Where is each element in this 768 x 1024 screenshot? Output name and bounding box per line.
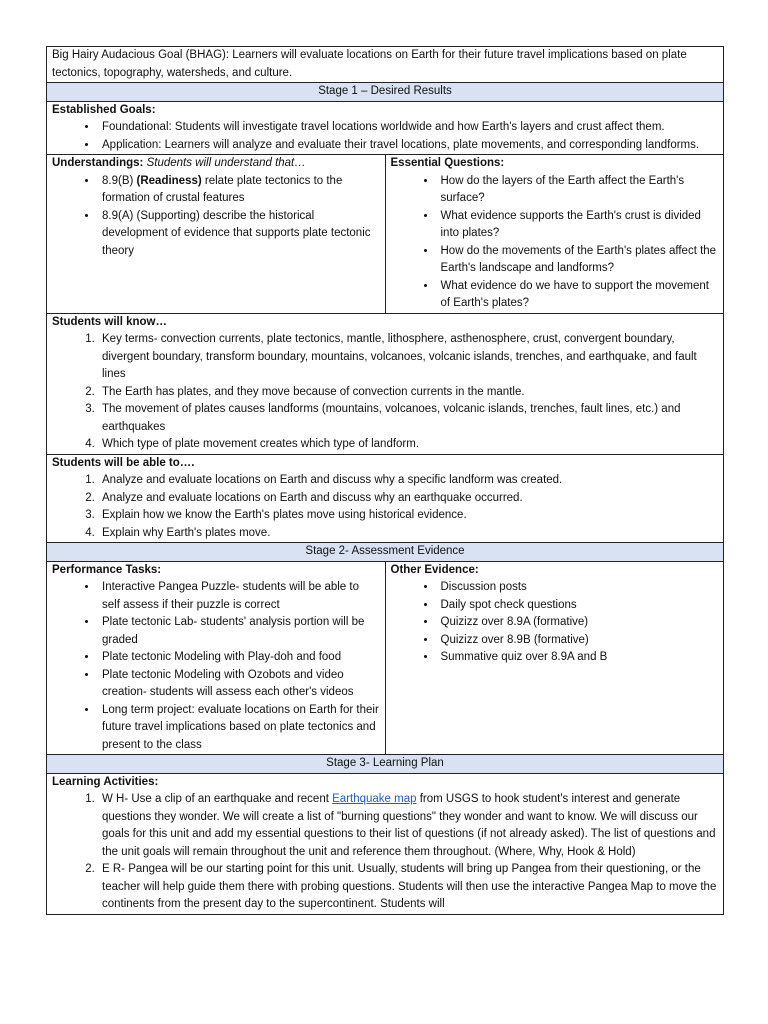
understandings-cell (47, 155, 386, 314)
performance-heading: Performance Tasks: (52, 563, 162, 576)
established-goals-cell (47, 101, 724, 155)
goal-text: Learners will analyze and evaluate their travel locations, plate movements, and corresponding landforms. (161, 138, 700, 151)
able-heading: Students will be able to…. (52, 456, 195, 469)
standard-text: (Supporting) describe the historical development of evidence that supports plate tectonic theory (102, 209, 371, 257)
earthquake-map-link[interactable]: Earthquake map (332, 793, 417, 805)
stage2-header: Stage 2- Assessment Evidence (47, 543, 724, 562)
essential-questions-cell (385, 155, 724, 314)
list-item: 1. Key terms- convection currents, plate tectonics, mantle, lithosphere, asthenosphere, crust, convergent boundary, divergent boundary, transform boundary, mountains, volcanoes, volcanic islands, trenches, and earthquake, and fault lines (98, 331, 718, 384)
list-item: • Daily spot check questions (437, 597, 719, 615)
list-item: 2. The Earth has plates, and they move because of convection currents in the mantle. (98, 384, 718, 402)
list-item: • Plate tectonic Modeling with Play-doh and food (98, 649, 380, 667)
list-item: 3. The movement of plates causes landforms (mountains, volcanoes, volcanic islands, trenches, fault lines, etc.) and earthquakes (98, 401, 718, 436)
performance-tasks-cell (47, 561, 386, 755)
goal-text: Students will investigate travel locations worldwide and how Earth's layers and crust affect them. (171, 121, 665, 133)
list-item: 2. E R- Pangea will be our starting point for this unit. Usually, students will bring up Pangea from their questioning, or the teacher will help guide them there with probing questions. Students will then use the interactive Pangea Map to move the continents from the present day to the supercontinent. Students will (98, 861, 718, 914)
understandings-heading-line (52, 155, 380, 173)
list-item: • Plate tectonic Modeling with Ozobots and video creation- students will assess each other's videos (98, 667, 380, 702)
students-able-cell (47, 454, 724, 543)
list-item (98, 208, 380, 261)
list-item (98, 137, 718, 155)
bhag-cell (47, 47, 724, 83)
lesson-plan-table (46, 46, 724, 915)
goal-label: Application: (102, 138, 162, 151)
lesson-plan-document (46, 46, 724, 915)
list-item (98, 791, 718, 861)
activities-heading: Learning Activities: (52, 775, 159, 788)
activity-text: W H- Use a clip of an earthquake and recent (102, 793, 333, 805)
learning-activities-cell (47, 773, 724, 914)
list-item: • Interactive Pangea Puzzle- students will be able to self assess if their puzzle is correct (98, 579, 380, 614)
list-item: • Quizizz over 8.9B (formative) (437, 632, 719, 650)
list-item: 4. Which type of plate movement creates which type of landform. (98, 436, 718, 454)
essential-questions-list (391, 173, 719, 313)
list-item: • Discussion posts (437, 579, 719, 597)
other-evidence-cell (385, 561, 724, 755)
standard-tag: (Readiness) (136, 174, 202, 187)
list-item: • Long term project: evaluate locations on Earth for their future travel implications based on plate tectonics and present to the class (98, 702, 380, 755)
list-item: • How do the layers of the Earth affect the Earth's surface? (437, 173, 719, 208)
established-goals-heading: Established Goals: (52, 103, 156, 116)
list-item: • What evidence supports the Earth's crust is divided into plates? (437, 208, 719, 243)
list-item (98, 173, 380, 208)
goal-label: Foundational: (102, 121, 172, 133)
stage3-header: Stage 3- Learning Plan (47, 755, 724, 774)
list-item: • Plate tectonic Lab- students' analysis portion will be graded (98, 614, 380, 649)
activities-list (52, 791, 718, 914)
established-goals-list (52, 119, 718, 154)
stage1-header: Stage 1 – Desired Results (47, 83, 724, 102)
list-item: • Quizizz over 8.9A (formative) (437, 614, 719, 632)
understandings-list (52, 173, 380, 261)
performance-list (52, 579, 380, 754)
list-item (98, 119, 718, 137)
standard-code: 8.9(B) (102, 174, 137, 187)
list-item: 4. Explain why Earth's plates move. (98, 525, 718, 543)
know-list (52, 331, 718, 454)
other-list (391, 579, 719, 667)
standard-text: relate plate tectonics to the formation of crustal features (102, 174, 343, 204)
standard-code: 8.9(A) (102, 209, 137, 222)
list-item: • What evidence do we have to support the movement of Earth's plates? (437, 278, 719, 313)
list-item: 1. Analyze and evaluate locations on Earth and discuss why a specific landform was created. (98, 472, 718, 490)
activity-text: from USGS to hook student's interest and generate questions they wonder. We will create a list of "burning questions" they wonder and want to know. We will discuss our goals for this unit and add my essential questions to their list of questions (if not already asked). The list of questions and the unit goals will remain throughout the unit and reference them throughout. (Where, Why, Hook & Hold) (102, 793, 716, 858)
able-list (52, 472, 718, 542)
know-heading: Students will know… (52, 315, 168, 328)
understandings-heading: Understandings: (52, 157, 144, 169)
essential-questions-heading: Essential Questions: (390, 157, 505, 169)
other-heading: Other Evidence: (390, 563, 479, 576)
bhag-text: Big Hairy Audacious Goal (BHAG): Learners will evaluate locations on Earth for their future travel implications based on plate tectonics, topography, watersheds, and culture. (52, 49, 687, 79)
list-item: 2. Analyze and evaluate locations on Earth and discuss why an earthquake occurred. (98, 490, 718, 508)
understandings-intro: Students will understand that… (146, 157, 306, 169)
students-will-know-cell (47, 313, 724, 454)
list-item: • Summative quiz over 8.9A and B (437, 649, 719, 667)
list-item: 3. Explain how we know the Earth's plates move using historical evidence. (98, 507, 718, 525)
list-item: • How do the movements of the Earth's plates affect the Earth's landscape and landforms? (437, 243, 719, 278)
